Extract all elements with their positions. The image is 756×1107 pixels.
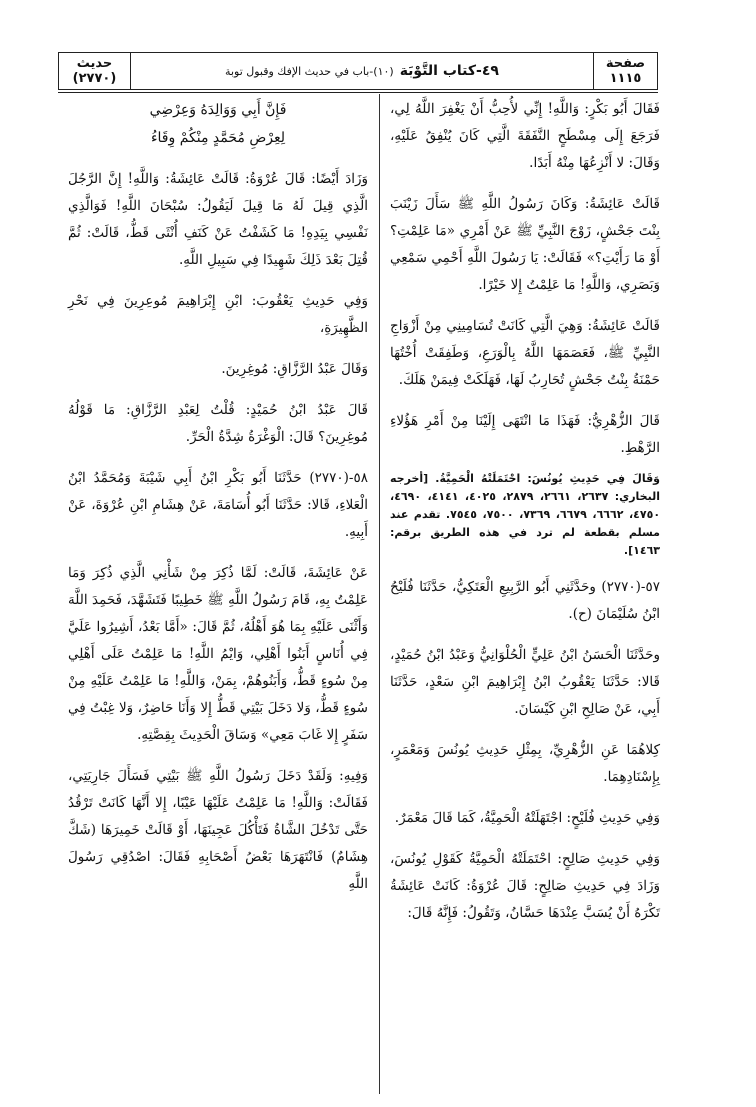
verse-line: لِعِرْضِ مُحَمَّدٍ مِنْكُمْ وِقَاءُ bbox=[150, 130, 286, 146]
running-title bbox=[133, 53, 591, 89]
citation-note: وَقَالَ فِي حَدِيثِ يُونُسَ: احْتَمَلَتْهُ الْحَمِيَّةُ. [أخرجه البخاري: ٢٦٣٧، ٢٦٦١، ٢٨٧٩، ٤٠٢٥، ٤١٤١، ٤٦٩٠، ٤٧٥٠، ٦٦٦٢، ٦٦٧٩، ٧٣٦٩، ٧٥٠٠، ٧٥٤٥. تقدم عند مسلم بقطعة لم ترد في هذه الطريق برقم: ١٤٦٣]. bbox=[390, 472, 661, 557]
hadith-isnad: ٥٧-(٢٧٧٠) وحَدَّثَنِي أَبُو الرَّبِيعِ الْعَتَكِيُّ، حَدَّثَنَا فُلَيْحُ ابْنُ سُلَيْمَانَ (ح). bbox=[390, 579, 660, 622]
book-title: ٤٩-كتاب التَّوْبَة bbox=[399, 63, 499, 79]
hadith-label: حديث bbox=[76, 56, 113, 71]
hadith-number-box bbox=[59, 53, 131, 89]
verse-line: فَإِنَّ أَبِي وَوَالِدَهُ وَعِرْضِي bbox=[149, 102, 287, 118]
paragraph: قَالَ الزُّهْرِيُّ: فَهَذَا مَا انْتَهَى إِلَيْنَا مِنْ أَمْرِ هَؤُلاءِ الرَّهْطِ. bbox=[390, 413, 660, 456]
page-number: ١١١٥ bbox=[609, 71, 642, 86]
paragraph: وحَدَّثَنَا الْحَسَنُ ابْنُ عَلِيٍّ الْحُلْوَانِيُّ وَعَبْدُ ابْنُ حُمَيْدٍ، قَالا: حَدَّثَنَا يَعْقُوبُ ابْنُ إِبْرَاهِيمَ ابْنِ سَعْدٍ، حَدَّثَنَا أَبِي، عَنْ صَالِحِ ابْنِ كَيْسَانَ. bbox=[390, 647, 660, 717]
paragraph: عَنْ عَائِشَةَ، قَالَتْ: لَمَّا ذُكِرَ مِنْ شَأْنِي الَّذِي ذُكِرَ وَمَا عَلِمْتُ بِهِ، قَامَ رَسُولُ اللَّهِ ﷺ خَطِيبًا فَتَشَهَّدَ، فَحَمِدَ اللَّهَ وَأَثْنَى عَلَيْهِ بِمَا هُوَ أَهْلُهُ، ثُمَّ قَالَ: «أَمَّا بَعْدُ، أَشِيرُوا عَلَيَّ فِي أُنَاسٍ أَبَنُوا أَهْلِي، وَايْمُ اللَّهِ! مَا عَلِمْتُ عَلَى أَهْلِي مِنْ سُوءٍ قَطُّ، وَأَبَنُوهُمْ، بِمَنْ، وَاللَّهِ! مَا عَلِمْتُ عَلَيْهِ مِنْ سُوءٍ قَطُّ، وَلا دَخَلَ بَيْتِي قَطُّ إِلا وَأَنَا حَاضِرٌ، وَلا غِبْتُ فِي سَفَرٍ إِلا غَابَ مَعِي» وَسَاقَ الْحَدِيثَ بِقِصَّتِهِ. bbox=[68, 565, 368, 743]
paragraph: كِلاهُمَا عَنِ الزُّهْرِيِّ، بِمِثْلِ حَدِيثِ يُونُسَ وَمَعْمَرٍ، بِإِسْنَادِهِمَا. bbox=[390, 742, 660, 785]
paragraph: وَقَالَ عَبْدُ الرَّزَّاقِ: مُوغِرِينَ. bbox=[221, 361, 368, 377]
hadith-isnad: ٥٨-(٢٧٧٠) حَدَّثَنَا أَبُو بَكْرِ ابْنُ أَبِي شَيْبَةَ وَمُحَمَّدُ ابْنُ الْعَلاءِ، قَالا: حَدَّثَنَا أَبُو أُسَامَةَ، عَنْ هِشَامِ ابْنِ عُرْوَةَ، عَنْ أَبِيهِ. bbox=[68, 470, 368, 540]
page-number-box bbox=[593, 53, 657, 89]
header-rule bbox=[58, 92, 658, 93]
right-column bbox=[390, 96, 660, 941]
poem-verse bbox=[68, 96, 368, 152]
paragraph: وَفِي حَدِيثِ فُلَيْحٍ: اجْتَهَلَتْهُ الْحَمِيَّةُ، كَمَا قَالَ مَعْمَرٌ. bbox=[394, 810, 660, 826]
paragraph: قَالَتْ عَائِشَةُ: وَكَانَ رَسُولُ اللَّهِ ﷺ سَأَلَ زَيْنَبَ بِنْتَ جَحْشٍ، زَوْجَ النَّبِيِّ ﷺ عَنْ أَمْرِي «مَا عَلِمْتِ؟ أَوْ مَا رَأَيْتِ؟» فَقَالَتْ: يَا رَسُولَ اللَّهِ أَحْمِي سَمْعِي وَبَصَرِي، وَاللَّهِ! مَا عَلِمْتُ إِلا خَيْرًا. bbox=[390, 196, 660, 293]
page-label: صفحة bbox=[605, 56, 646, 71]
paragraph: وَفِيهِ: وَلَقَدْ دَخَلَ رَسُولُ اللَّهِ ﷺ بَيْتِي فَسَأَلَ جَارِيَتِي، فَقَالَتْ: وَاللَّهِ! مَا عَلِمْتُ عَلَيْهَا عَيْبًا، إِلا أَنَّهَا كَانَتْ تَرْقُدُ حَتَّى تَدْخُلَ الشَّاةُ فَتَأْكُلَ عَجِينَهَا، أَوْ قَالَتْ خَمِيرَهَا (شَكَّ هِشَامٌ) فَانْتَهَرَهَا بَعْضُ أَصْحَابِهِ فَقَالَ: اصْدُقِي رَسُولَ اللَّهِ bbox=[68, 768, 368, 892]
paragraph: قَالَتْ عَائِشَةُ: وَهِيَ الَّتِي كَانَتْ تُسَامِينِي مِنْ أَزْوَاجِ النَّبِيِّ ﷺ، فَعَصَمَهَا اللَّهُ بِالْوَرَعِ، وَطَفِقَتْ أُخْتُهَا حَمْنَةُ بِنْتُ جَحْشٍ تُحَارِبُ لَهَا، فَهَلَكَتْ فِيمَنْ هَلَكَ. bbox=[390, 318, 660, 388]
left-column bbox=[68, 96, 368, 912]
hadith-number: (٢٧٧٠) bbox=[72, 71, 117, 86]
paragraph: وَفِي حَدِيثِ يَعْقُوبَ: ابْنِ إِبْرَاهِيمَ مُوعِرِينَ فِي نَحْرِ الظَّهِيرَةِ، bbox=[68, 293, 368, 336]
paragraph: وَفِي حَدِيثِ صَالِحٍ: احْتَمَلَتْهُ الْحَمِيَّةُ كَقَوْلِ يُونُسَ، وَزَادَ فِي حَدِيثِ صَالِحٍ: قَالَ عُرْوَةُ: كَانَتْ عَائِشَةُ تَكْرَهُ أَنْ يُسَبَّ عِنْدَهَا حَسَّانُ، وَتَقُولُ: فَإِنَّهُ قَالَ: bbox=[390, 851, 660, 921]
page-header bbox=[58, 52, 658, 90]
paragraph: فَقَالَ أَبُو بَكْرٍ: وَاللَّهِ! إِنِّي لأُحِبُّ أَنْ يَغْفِرَ اللَّهُ لِي، فَرَجَعَ إِلَى مِسْطَحٍ النَّفَقَةَ الَّتِي كَانَ يُنْفِقُ عَلَيْهِ، وَقَالَ: لا أَنْزِعُهَا مِنْهُ أَبَدًا. bbox=[390, 101, 660, 171]
paragraph: وَزَادَ أَيْضًا: قَالَ عُرْوَةُ: قَالَتْ عَائِشَةُ: وَاللَّهِ! إِنَّ الرَّجُلَ الَّذِي قِيلَ لَهُ مَا قِيلَ لَيَقُولُ: سُبْحَانَ اللَّهِ! فَوَالَّذِي نَفْسِي بِيَدِهِ! مَا كَشَفْتُ عَنْ كَنَفِ أُنْثَى قَطُّ، قَالَتْ: ثُمَّ قُتِلَ بَعْدَ ذَلِكَ شَهِيدًا فِي سَبِيلِ اللَّهِ. bbox=[68, 171, 368, 268]
column-divider bbox=[379, 94, 380, 1094]
paragraph: قَالَ عَبْدُ ابْنُ حُمَيْدٍ: قُلْتُ لِعَبْدِ الرَّزَّاقِ: مَا قَوْلُهُ مُوغِرِينَ؟ قَالَ: الْوَغْرَةُ شِدَّةُ الْحَرِّ. bbox=[68, 402, 368, 445]
chapter-title: (١٠)-باب في حديث الإفك وقبول توبة bbox=[225, 64, 394, 78]
